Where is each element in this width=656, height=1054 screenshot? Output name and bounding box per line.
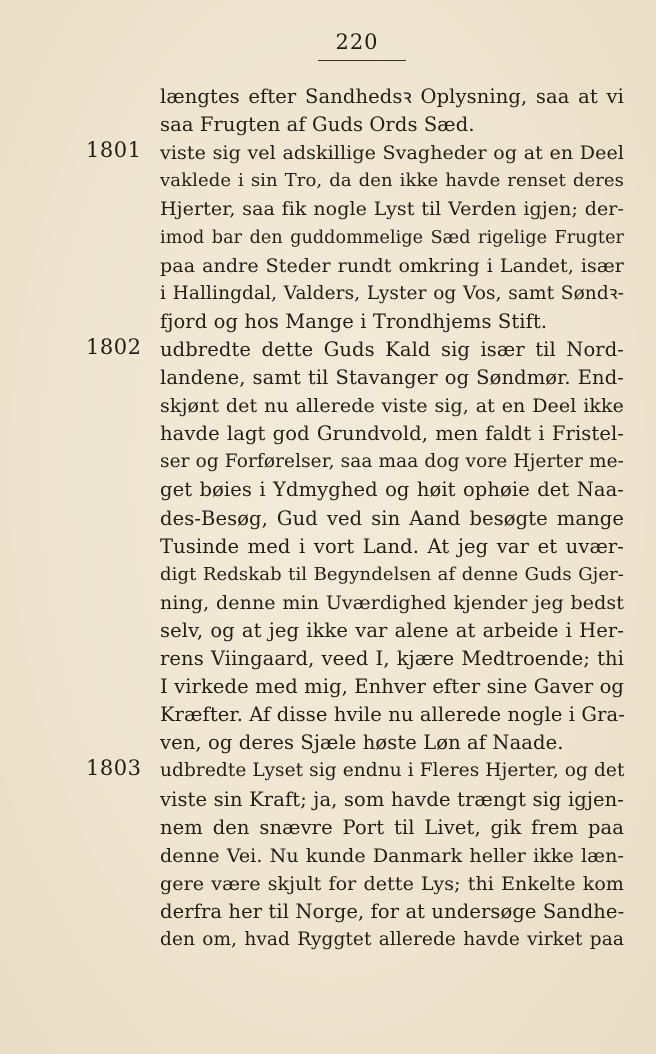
margin-year-1801: 1801 xyxy=(86,138,142,162)
page-number-text: 220 xyxy=(335,30,379,54)
text-line: ven, og deres Sjæle høste Løn af Naade. xyxy=(160,731,564,754)
text-line: skjønt det nu allerede viste sig, at en Deel ikke xyxy=(160,395,624,417)
text-line: I virkede med mig, Enhver efter sine Gaver og xyxy=(160,675,624,698)
text-line: vaklede i sin Tro, da den ikke havde renset deres xyxy=(160,170,624,191)
text-line: gere være skjult for dette Lys; thi Enkelte kom xyxy=(160,873,624,895)
text-line: derfra her til Norge, for at undersøge Sandhe- xyxy=(160,900,625,923)
header-rule xyxy=(318,60,406,61)
text-line: imod bar den guddommelige Sæd rigelige Frugter xyxy=(160,228,624,248)
text-line: paa andre Steder rundt omkring i Landet, især xyxy=(160,255,624,277)
text-line: ser og Forførelser, saa maa dog vore Hjerter me- xyxy=(160,451,624,472)
text-line: rens Viingaard, veed I, kjære Medtroende; thi xyxy=(160,647,624,670)
text-line: Kræfter. Af disse hvile nu allerede nogle i Gra- xyxy=(160,703,625,726)
text-line: denne Vei. Nu kunde Danmark heller ikke læn- xyxy=(160,845,624,867)
text-line: i Hallingdal, Valders, Lyster og Vos, samt Søndꝛ- xyxy=(160,283,624,304)
text-line: des-Besøg, Gud ved sin Aand besøgte mange xyxy=(160,507,624,530)
text-line: havde lagt god Grundvold, men faldt i Fristel- xyxy=(160,422,624,445)
text-line: digt Redskab til Begyndelsen af denne Guds Gjer- xyxy=(160,564,624,585)
margin-year-1803: 1803 xyxy=(86,756,142,780)
text-line: fjord og hos Mange i Trondhjems Stift. xyxy=(160,310,548,333)
text-line: saa Frugten af Guds Ords Sæd. xyxy=(160,113,475,136)
text-line: udbredte Lyset sig endnu i Fleres Hjerter, og det xyxy=(160,760,625,781)
text-line: Hjerter, saa fik nogle Lyst til Verden igjen; der- xyxy=(160,198,624,220)
text-line: selv, og at jeg ikke var alene at arbeide i Her- xyxy=(160,619,624,642)
text-line: den om, hvad Ryggtet allerede havde virket paa xyxy=(160,929,624,950)
text-line: landene, samt til Stavanger og Søndmør. End- xyxy=(160,366,624,389)
text-line: get bøies i Ydmyghed og høit ophøie det Naa- xyxy=(160,478,624,501)
text-line: Tusinde med i vort Land. At jeg var et uvær- xyxy=(160,535,624,558)
page-number xyxy=(314,30,400,54)
text-line: viste sig vel adskillige Svagheder og at en Deel xyxy=(160,142,624,164)
text-line: længtes efter Sandhedsꝛ Oplysning, saa at vi xyxy=(160,85,624,108)
text-line: viste sin Kraft; ja, som havde trængt sig igjen- xyxy=(160,788,624,811)
margin-year-1802: 1802 xyxy=(86,335,142,359)
text-line: ning, denne min Uværdighed kjender jeg bedst xyxy=(160,592,624,614)
text-line: nem den snævre Port til Livet, gik frem paa xyxy=(160,816,624,839)
text-line: udbredte dette Guds Kald sig især til Nord- xyxy=(160,338,624,361)
